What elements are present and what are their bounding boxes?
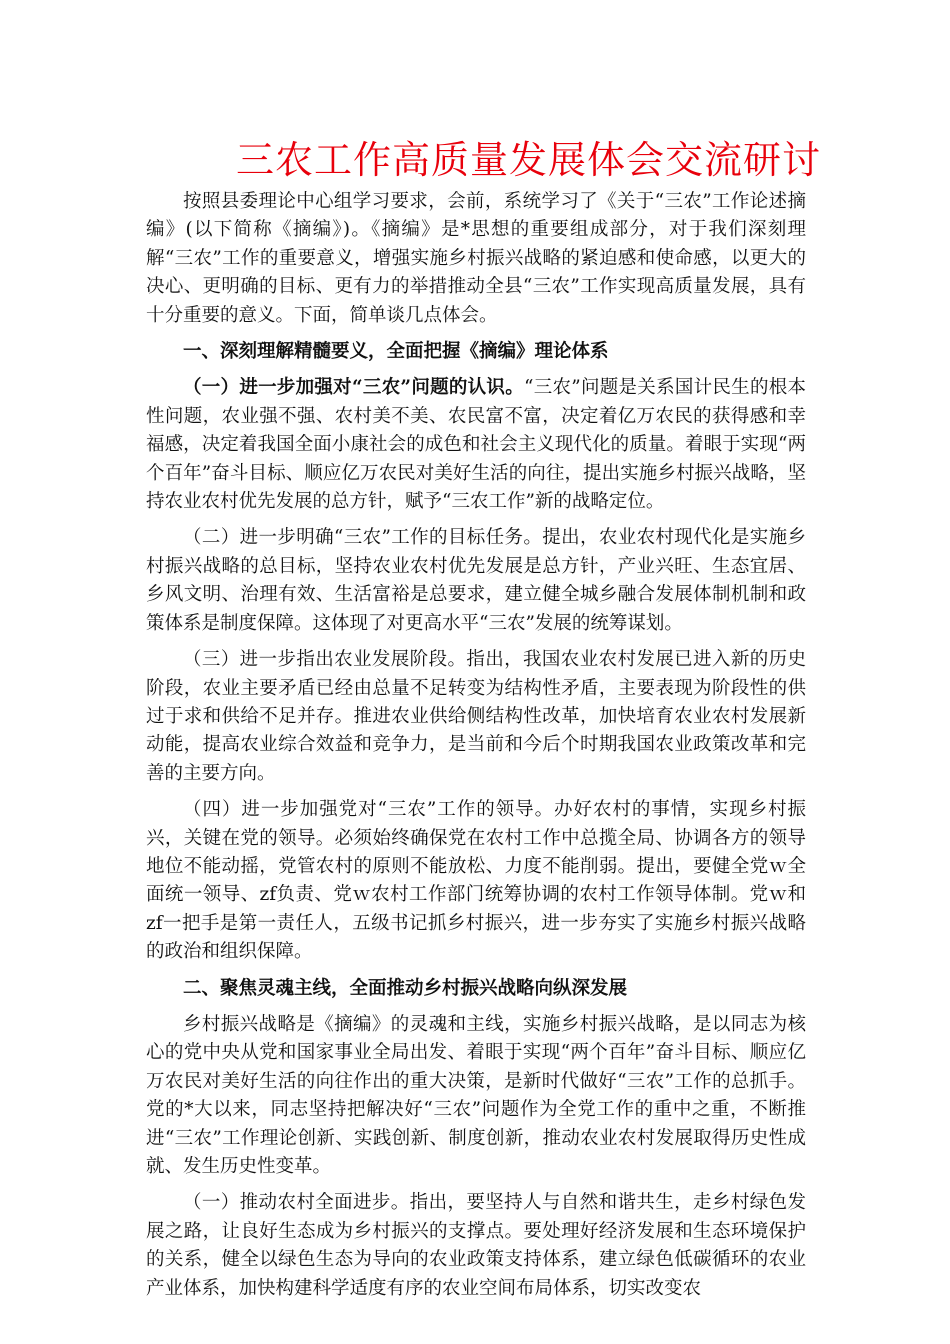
section-2-paragraph-2: （一）推动农村全面进步。指出，要坚持人与自然和谐共生，走乡村绿色发展之路，让良好生态成为乡村振兴的支撑点。要处理好经济发展和生态环境保护的关系，健全以绿色生态为导向的农业政策支持体系，建立绿色低碳循环的农业产业体系，加快构建科学适度有序的农业空间布局体系，切实改变农 bbox=[146, 1192, 806, 1299]
section-1-paragraph-3: （三）进一步指出农业发展阶段。指出，我国农业农村发展已进入新的历史阶段，农业主要矛盾已经由总量不足转变为结构性矛盾，主要表现为阶段性的供过于求和供给不足并存。推进农业供给侧结构性改革，加快培育农业农村发展新动能，提高农业综合效益和竞争力，是当前和今后个时期我国农业政策改革和完善的主要方向。 bbox=[146, 649, 806, 784]
document-page bbox=[146, 132, 822, 1303]
section-1-paragraph-1-lead: （一）进一步加强对“三农”问题的认识。 bbox=[183, 377, 524, 399]
section-2-paragraph-1: 乡村振兴战略是《摘编》的灵魂和主线，实施乡村振兴战略，是以同志为核心的党中央从党和国家事业全局出发、着眼于实现“两个百年”奋斗目标、顺应亿万农民对美好生活的向往作出的重大决策，是新时代做好“三农”工作的总抓手。党的*大以来，同志坚持把解决好“三农”问题作为全党工作的重中之重，不断推进“三农”工作理论创新、实践创新、制度创新，推动农业农村发展取得历史性成就、发生历史性变革。 bbox=[146, 1013, 806, 1177]
document-title: 三农工作高质量发展体会交流研讨 bbox=[236, 138, 822, 182]
section-1-paragraph-1-body: “三农”问题是关系国计民生的根本性问题，农业强不强、农村美不美、农民富不富，决定着亿万农民的获得感和幸福感，决定着我国全面小康社会的成色和社会主义现代化的质量。着眼于实现“两个百年”奋斗目标、顺应亿万农民对美好生活的向往，提出实施乡村振兴战略，坚持农业农村优先发展的总方针，赋予“三农工作”新的战略定位。 bbox=[146, 377, 806, 513]
section-1-heading: 一、深刻理解精髓要义，全面把握《摘编》理论体系 bbox=[183, 341, 609, 363]
section-1-paragraph-4: （四）进一步加强党对“三农”工作的领导。办好农村的事情，实现乡村振兴，关键在党的领导。必须始终确保党在农村工作中总揽全局、协调各方的领导地位不能动摇，党管农村的原则不能放松、力度不能削弱。提出，要健全党ｗ全面统一领导、zf负责、党ｗ农村工作部门统筹协调的农村工作领导体制。党ｗ和zf一把手是第一责任人，五级书记抓乡村振兴，进一步夯实了实施乡村振兴战略的政治和组织保障。 bbox=[146, 799, 806, 963]
section-1-paragraph-2: （二）进一步明确“三农”工作的目标任务。提出，农业农村现代化是实施乡村振兴战略的总目标，坚持农业农村优先发展是总方针，产业兴旺、生态宜居、乡风文明、治理有效、生活富裕是总要求，建立健全城乡融合发展体制机制和政策体系是制度保障。这体现了对更高水平“三农”发展的统筹谋划。 bbox=[146, 527, 806, 634]
intro-paragraph: 按照县委理论中心组学习要求，会前，系统学习了《关于“三农”工作论述摘编》(以下简称《摘编》)。《摘编》是*思想的重要组成部分，对于我们深刻理解“三农”工作的重要意义，增强实施乡村振兴战略的紧迫感和使命感，以更大的决心、更明确的目标、更有力的举措推动全县“三农”工作实现高质量发展，具有十分重要的意义。下面，简单谈几点体会。 bbox=[146, 191, 806, 326]
section-1-paragraph-1 bbox=[146, 374, 806, 516]
section-2-heading: 二、聚焦灵魂主线，全面推动乡村振兴战略向纵深发展 bbox=[183, 977, 628, 999]
